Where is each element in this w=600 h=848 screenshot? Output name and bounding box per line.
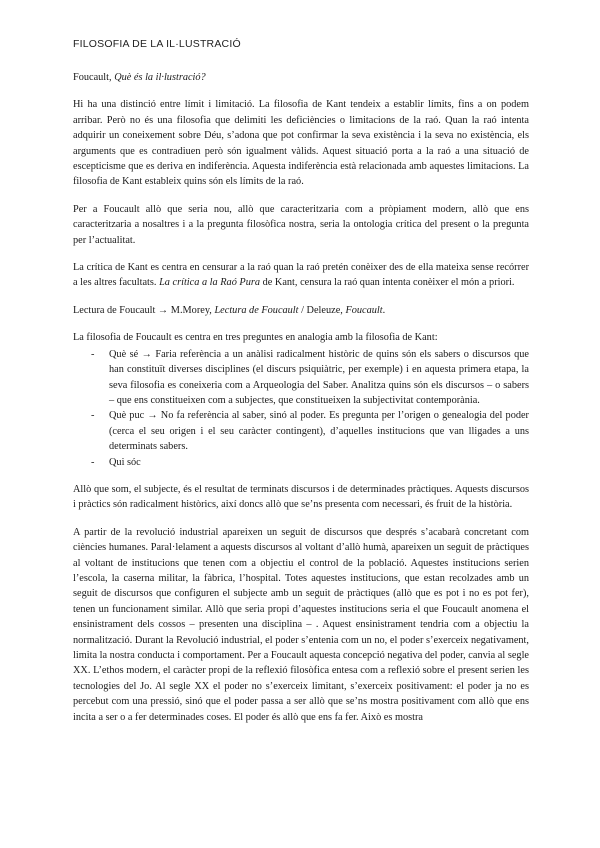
- paragraph-three-questions: La filosofia de Foucault es centra en tres preguntes en analogia amb la filosofia de Kant:: [73, 332, 438, 344]
- paragraph-modernity: Per a Foucault allò que seria nou, allò que caracteritzaria com a pròpiament modern, allò que ens caracteritzaria a nosaltres i a la pregunta filosòfica nostra, seria la ontologia crítica del present o la pregunta per l’actualitat.: [73, 203, 529, 246]
- book-title-foucault: Foucault: [345, 304, 383, 316]
- paragraph-limits: Hi ha una distinció entre límit i limitació. La filosofia de Kant tendeix a establir límits, fins a on podem arribar. Però no és una filosofia que delimiti les deficiències o limitacions de la raó. Quan la raó intenta adquirir un coneixement sobre Déu, s’adona que pot confirmar la seva existència i la seva no existència, els arguments que es contradiuen però són igualment vàlids. Aquest situació porta a la raó a una situació de escepticisme que es deriva en indiferència. Aquesta indiferència està relacionada amb aquestes limitacions. La filosofia de Kant estableix quins són els límits de la raó.: [73, 99, 529, 188]
- book-title-critique: La crítica a la Raó Pura: [159, 277, 261, 289]
- list-item: - Qui sóc: [91, 455, 529, 470]
- list-item: - Què sé → Faria referència a un anàlisi radicalment històric de quins són els sabers o discursos que han constituït diverses disciplines (el discurs psiquiàtric, per exemple) i en aquesta primera etapa, la seva filosofia es coneixeria com a Arqueologia del Saber. Analitza quins són els discursos – o sabers – que ens constitueixen com a subjectes, que constitueixen la subjectivitat contemporània.: [91, 347, 529, 409]
- paragraph-kant-critique: La crítica de Kant es centra en censurar a la raó quan la raó pretén conèixer des de ella mateixa sense recórrer a les altres facultats. La crítica a la Raó Pura de Kant, censura la raó quan intenta conèixer el món a priori.: [73, 262, 529, 289]
- book-title-lectura: Lectura de Foucault: [214, 304, 299, 316]
- questions-list: [73, 347, 529, 470]
- document-header: FILOSOFIA DE LA IL·LUSTRACIÓ: [73, 38, 241, 50]
- citation-work: Què és la il·lustració?: [114, 72, 206, 83]
- reading-references: Lectura de Foucault → M.Morey, Lectura de Foucault / Deleuze, Foucault.: [73, 304, 386, 316]
- paragraph-subject: Allò que som, el subjecte, és el resultat de terminats discursos i de determinades pràctiques. Aquests discursos i pràctics són radicalment històrics, així doncs allò que se’ns presenta com necessari, és fruit de la història.: [73, 483, 529, 511]
- citation: [73, 70, 529, 85]
- list-item: - Què puc → No fa referència al saber, sinó al poder. Es pregunta per l’origen o genealogia del poder (cerca el seu origen i el seu caràcter contingent), d’aquelles institucions que van lligades a uns determinats sabers.: [91, 408, 529, 454]
- paragraph-industrial-revolution: A partir de la revolució industrial apareixen un seguit de discursos que després s’acabarà concretant com ciències humanes. Paral·lelament a aquests discursos al voltant d’allò humà, apareixen un seguit de pràctiques al voltant de institucions que tenen com a objectiu el control de la població. Aquestes institucions serien l’escola, la caserna militar, la fàbrica, l’hospital. Totes aquestes institucions, que estan recolzades amb un seguit de discursos que configuren el subjecte amb un seguit de pràctiques (allò que es pot i no es pot fer), tenen un funcionament similar. Allò que seria propi d’aquestes institucions seria el que Foucault anomena el ensinistrament dels cossos – presenten una disciplina – . Aquest ensinistrament tendria com a objectiu la normalització. Durant la Revolució industrial, el poder s’entenia com un no, el poder s’exerceix negativament, limita la nostra conducta i comportament. Per a Foucault aquesta concepció negativa del poder, canvia al segle XX. L’ethos modern, el caràcter propi de la reflexió filosòfica entesa com a reflexió sobre el present serien les tecnologies del Jo. Al segle XX el poder no s’exerceix limitant, s’exerceix positivament: el poder ja no es percebut com una pressió, sinó que el poder passa a ser allò que se’ns mostra positivament com allò que ens incita a ser o a fer determinades coses. El poder és allò que ens fa fer. Això es mostra: [73, 526, 529, 723]
- citation-author: Foucault,: [73, 72, 112, 83]
